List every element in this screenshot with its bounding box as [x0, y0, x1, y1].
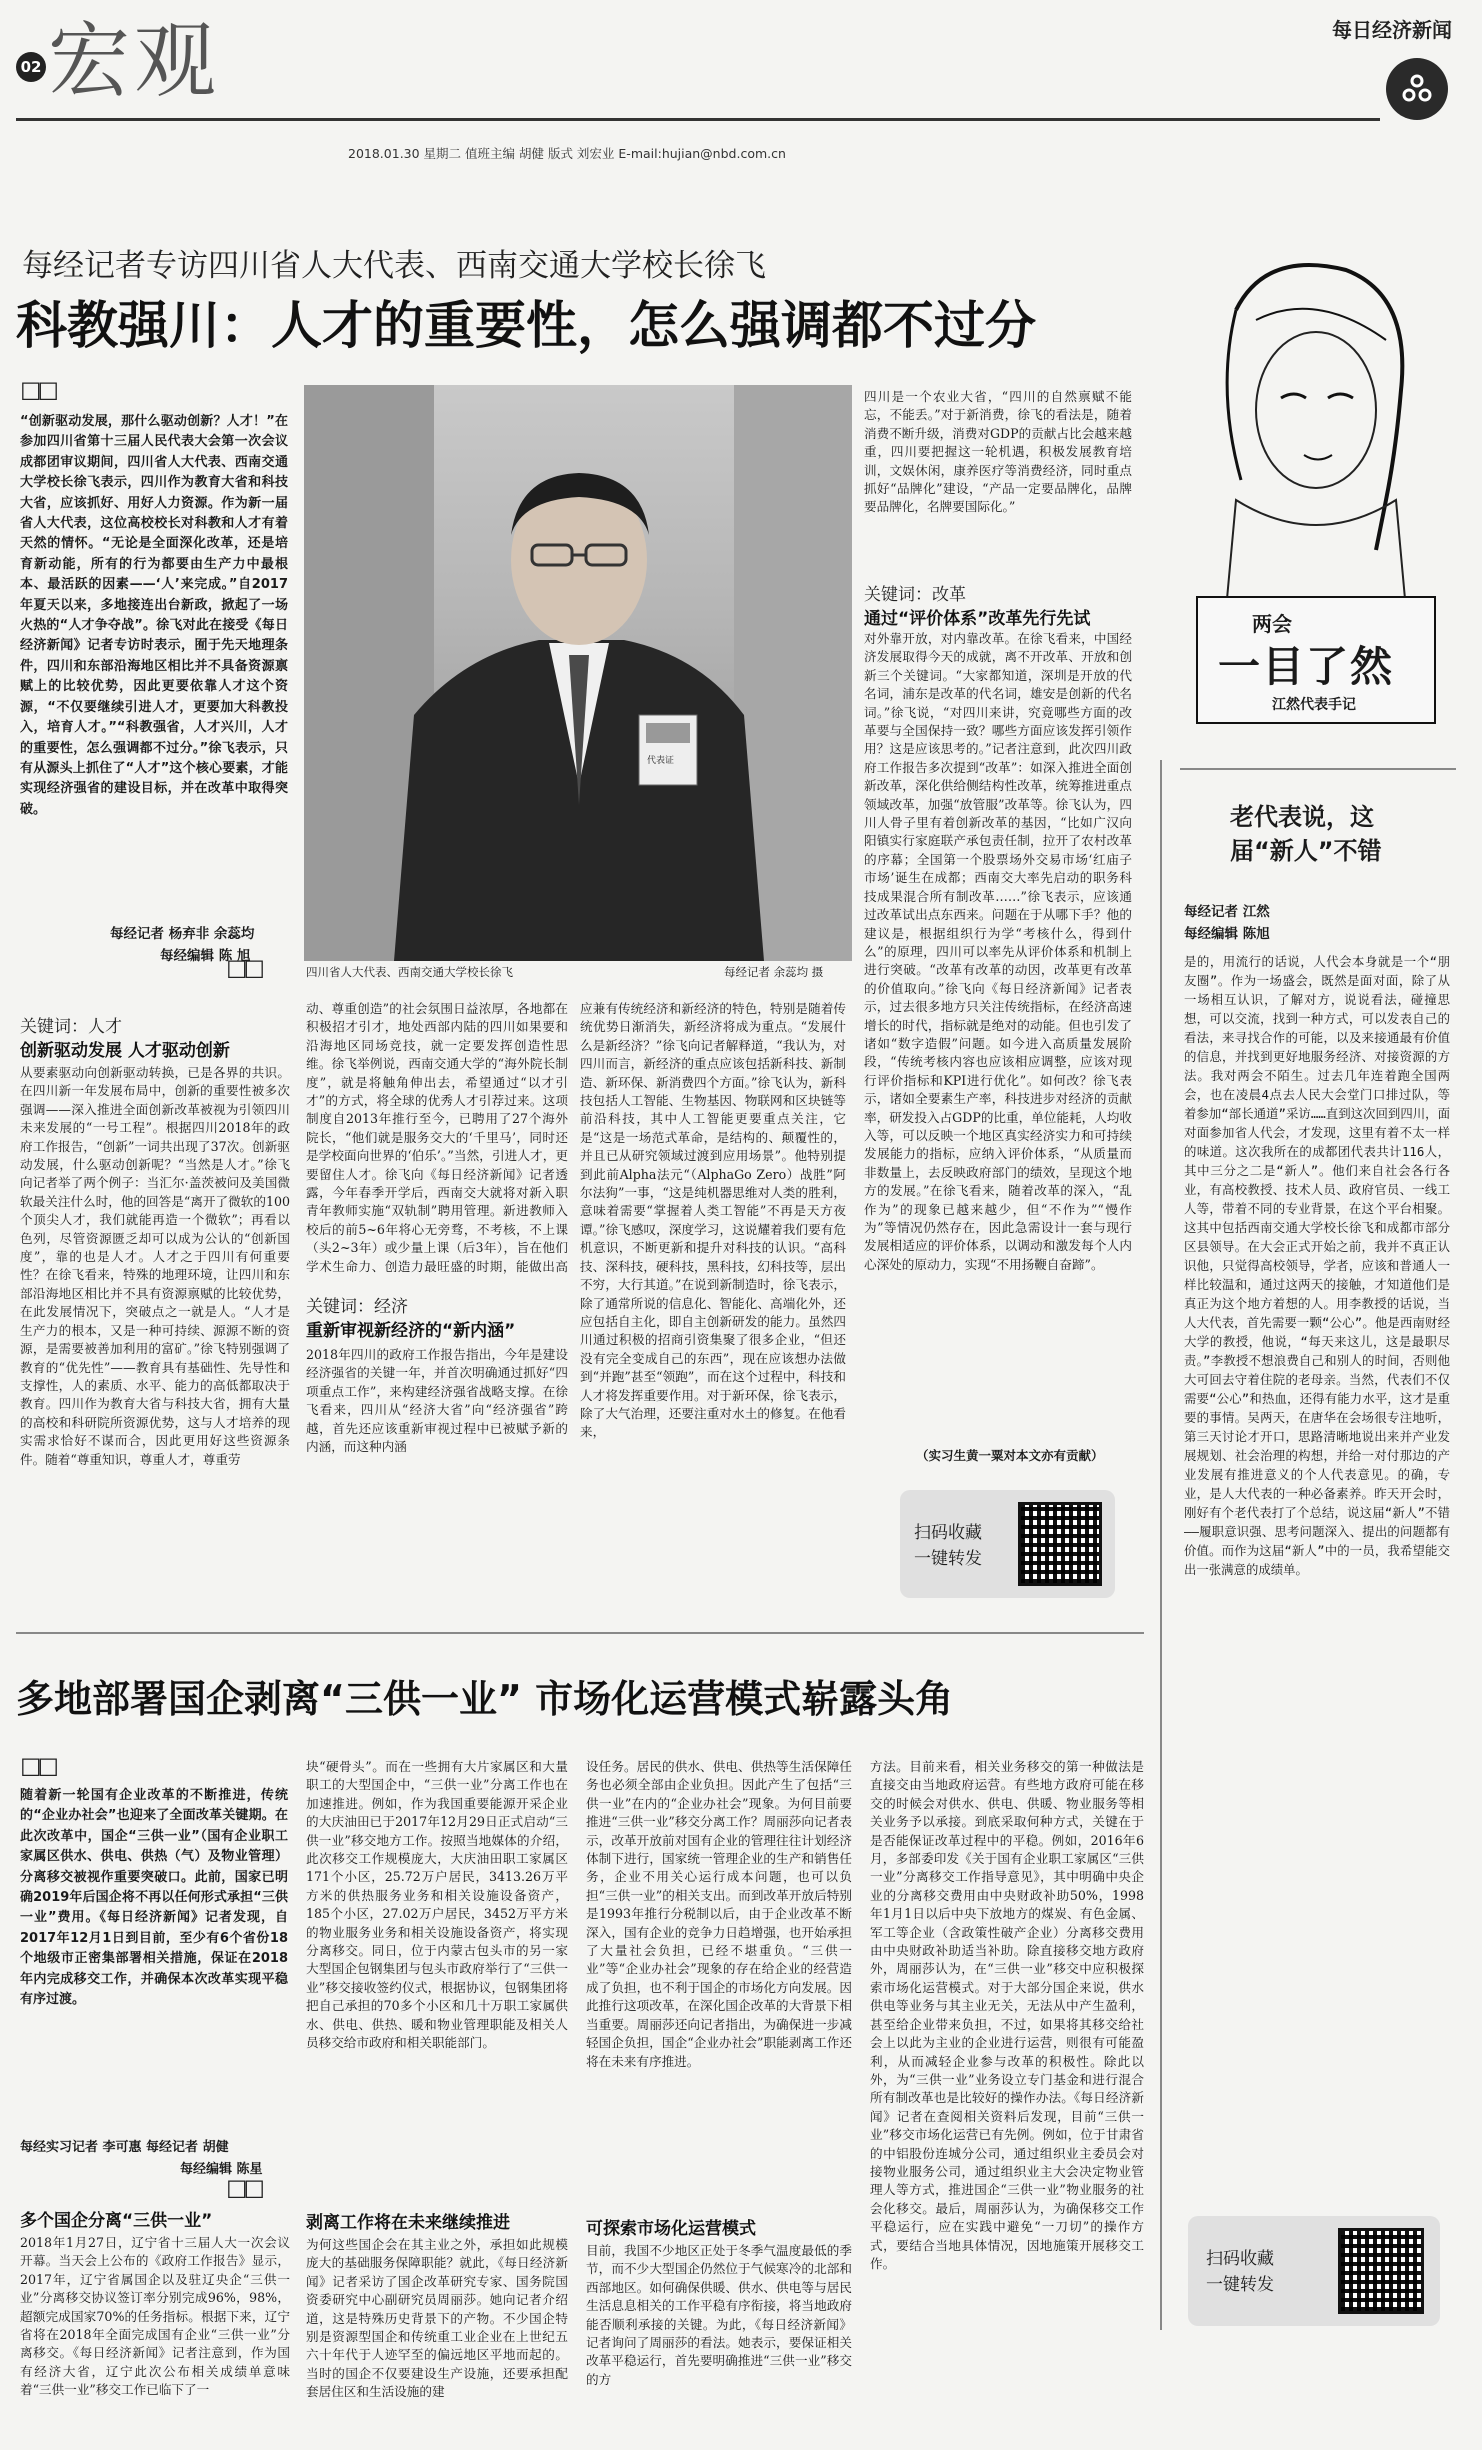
story2-byline-2: 每经编辑 陈星: [180, 2162, 263, 2177]
story1-byline-1: 每经记者 杨弃非 余蕊均: [110, 926, 255, 942]
story1-col-d2: 对外靠开放，对内靠改革。在徐飞看来，中国经济发展取得今天的成就，离不开改革、开放和创新三个关键词。“大家都知道，深圳是开放的代名词，浦东是改革的代名词，雄安是创新的代名词。”徐飞说，“对四川来讲，究竟哪些方面的改革要与全国保持一致？哪些方面应该发挥引领作用？这是应该思考的。”记者注意到，此次四川政府工作报告多次提到“改革”：如深入推进全面创新改革，深化供给侧结构性改革，统筹推进重点领域改革，加强“放管服”改革等。徐飞认为，四川人骨子里有着创新改革的基因，“比如广汉向阳镇实行家庭联产承包责任制，拉开了农村改革的序幕；全国第一个股票场外交易市场‘红庙子市场’诞生在成都；西南交大率先启动的职务科技成果混合所有制改革……”徐飞表示，应该通过改革试出点东西来。问题在于从哪下手？他的建议是，根据组织行为学“考核什么，得到什么”的原理，四川可以率先从评价体系和机制上进行突破。“改革有改革的动因，改革更有改革的价值取向。”徐飞向《每日经济新闻》记者表示，过去很多地方只关注传统指标，在经济高速增长的时代，指标就是绝对的动能。但也引发了诸如“数字造假”问题。如今进入高质量发展阶段，“传统考核内容也应该相应调整，应该对现行评价指标和KPI进行优化”。如何改？徐飞表示，诸如全要素生产率，科技进步对经济的贡献率，研发投入占GDP的比重，单位能耗，人均收入等，可以反映一个地区真实经济实力和可持续发展能力的指标，应纳入评价体系，“从质量而非数量上，去反映政府部门的绩效，呈现这个地方的发展。”在徐飞看来，随着改革的深入，“乱作为”的现象已越来越少，但“不作为”“慢作为”等情况仍然存在，因此急需设计一套与现行发展相适应的评价体系，以调动和激发每个人内心深处的原动力，实现“不用扬鞭自奋蹄”。: [864, 631, 1132, 1272]
portrait-photo: [304, 385, 852, 961]
kw-economy-label: 关键词：经济: [306, 1297, 408, 1317]
scan-label-1: 扫码收藏: [914, 1523, 982, 1543]
column-title: 一目了然: [1218, 642, 1395, 691]
photo-caption: 四川省人大代表、西南交通大学校长徐飞: [306, 965, 513, 979]
story2-col-b2: 为何这些国企会在其主业之外，承担如此规模庞大的基础服务保障职能？就此，《每日经济新闻》记者采访了国企改革研究专家、国务院国资委研究中心副研究员周丽莎。她向记者介绍道，这是特殊历史背景下的产物。不少国企特别是资源型国企和传统重工业企业在上世纪五六十年代于人迹罕至的偏远地区平地而起的。当时的国企不仅要建设生产设施，还要承担配套居住区和生活设施的建: [306, 2237, 568, 2400]
story2-col-a: 2018年1月27日，辽宁省十三届人大一次会议开幕。当天会上公布的《政府工作报告》显示，2017年，辽宁省属国企以及驻辽央企“三供一业”分离移交协议签订率分别完成96%，98%，超额完成国家70%的任务指标。根据下来，辽宁省将在2018年全面完成国有企业“三供一业”分离移交。《每日经济新闻》记者注意到，作为国有经济大省，辽宁此次公布相关成绩单意味着“三供一业”移交工作已临下了一: [20, 2235, 290, 2398]
gear-icon: [1386, 58, 1448, 120]
story-divider: [16, 1632, 1144, 1634]
page-number: 02: [20, 58, 42, 76]
photo-credit: 每经记者 余蕊均 摄: [724, 965, 824, 979]
quote-end-icon: ☐☐: [226, 956, 262, 984]
sidebar-scan-label-2: 一键转发: [1206, 2275, 1274, 2295]
story1-col-b2: 2018年四川的政府工作报告指出，今年是建设经济强省的关键一年，并首次明确通过抓好“四项重点工作”，来构建经济强省战略支撑。在徐飞看来，四川从“经济大省”向“经济强省”跨越，首先还应该重新审视过程中已被赋予新的内涵，而这种内涵: [306, 1347, 568, 1455]
story1-col-a: 从要素驱动向创新驱动转换，已是各界的共识。在四川新一年发展布局中，创新的重要性被多次强调——深入推进全面创新改革被视为引领四川未来发展的“一号工程”。根据四川2018年的政府工作报告，“创新”一词共出现了37次。创新驱动发展，什么驱动创新呢？“当然是人才。”徐飞向记者举了两个例子：当汇尔·盖茨被问及美国微软最关注什么时，他的回答是“离开了微软的100个顶尖人才，我们就能再造一个微软”；再看以色列，尽管资源匮乏却可以成为公认的“创新国度”，靠的也是人才。人才之于四川有何重要性？在徐飞看来，特殊的地理环境，让四川和东部沿海地区相比并不具有资源禀赋的比较优势，在此发展情况下，突破点之一就是人。“人才是生产力的根本，又是一种可持续、源源不断的资源，是需要被善加利用的富矿。”徐飞特别强调了教育的“优先性”——教育具有基础性、先导性和支撑性，人的素质、水平、能力的高低都取决于教育。四川作为教育大省与科技大省，拥有大量的高校和科研院所资源优势，这与人才培养的现实需求恰好不谋而合，因此更用好这些资源条件。随着“尊重知识，尊重人才，尊重劳: [20, 1065, 290, 1467]
sidebar-body: 是的，用流行的话说，人代会本身就是一个“朋友圈”。作为一场盛会，既然是面对面，除了从一场相互认识，了解对方，说说看法，碰撞思想，可以交流，找到一种方式，可以发表自己的看法，来寻找合作的可能，以及来接通最有价值的信息，并找到更好地服务经济、对接资源的方法。我对两会不陌生。过去几年连着跑全国两会，也在凌晨4点去人民大会堂门口排过队，等着参加“部长通道”采访……直到这次回到四川，面对面参加省人代会，才发现，这里有着不太一样的味道。这次我所在的成都团代表共计116人，其中三分之二是“新人”。他们来自社会各行各业，有高校教授、技术人员、政府官员、一线工人等，带着不同的专业背景，在这个平台相聚。这其中包括西南交通大学校长徐飞和成都市部分区县领导。在大会正式开始之前，我并不真正认识他，只觉得高校领导，学者，应该和普通人一样比较温和，通过这两天的接触，才知道他们是真正为这个地方着想的人。用李教授的话说，当人大代表，首先需要一颗“公心”。他是西南财经大学的教授，他说，“每天来这儿，这是最职尽责。”李教授不想浪费自己和别人的时间，否则他大可回去守着住院的老母亲。当然，代表们不仅需要“公心”和热血，还得有能力水平，这才是重要的事情。吴两天，在唐华在会场很专注地听，第三天讨论才开口，思路清晰地说出来并产业发展规划、社会治理的构想，并给一对付那边的产业发展有推进意义的个人代表意见。的确，专业，是人大代表的一种必备素养。昨天开会时，刚好有个老代表打了个总结，说这届“新人”不错——履职意识强、思考问题深入、提出的问题都有价值。而作为这届“新人”中的一员，我希望能交出一张满意的成绩单。: [1184, 954, 1450, 1577]
story1-headline: 科教强川：人才的重要性，怎么强调都不过分: [16, 297, 1037, 356]
sidebar-qr-code[interactable]: [1338, 2228, 1424, 2314]
sidebar-qr-share-box: [1188, 2216, 1440, 2326]
story2-headline: 多地部署国企剥离“三供一业” 市场化运营模式崭露头角: [16, 1677, 954, 1721]
sidebar-byline-1: 每经记者 江然: [1184, 904, 1270, 920]
story1-col-c: 应兼有传统经济和新经济的特色，特别是随着传统优势日渐消失，新经济将成为重点。“发展什么是新经济？”徐飞向记者解释道，“我认为，对四川而言，新经济的重点应该包括新科技、新制造、新环保、新消费四个方面。”徐飞认为，新科技包括人工智能、生物基因、物联网和区块链等前沿科技，其中人工智能更要重点关注，它是“这是一场范式革命，是结构的、颠覆性的，并且已从研究领域过渡到应用场景”。他特别提到此前Alpha法元“（AlphaGo Zero）战胜”阿尔法狗”一事，“这是纯机器思维对人类的胜利，意味着需要“掌握着人类工智能”不再是天方夜谭。”徐飞感叹，深度学习，这说耀着我们要有危机意识，不断更新和提升对科技的认识。“高科技、深科技，硬科技，黑科技，幻科技等，层出不穷，大行其道。”在说到新制造时，徐飞表示，除了通常所说的信息化、智能化、高端化外，还应包括自主化，即自主创新研发的能力。虽然四川通过积极的招商引资集聚了很多企业，“但还没有完全变成自己的东西”，现在应该想办法做到“并跑”甚至“领跑”，而在这个过程中，科技和人才将发挥重要作用。对于新环保，徐飞表示，除了大气治理，还要注重对水土的修复。在他看来，: [580, 1001, 846, 1440]
delegate-badge: 代表证: [647, 756, 675, 766]
story2-col-b: 块“硬骨头”。而在一些拥有大片家属区和大量职工的大型国企中，“三供一业”分离工作也在加速推进。例如，作为我国重要能源开采企业的大庆油田已于2017年12月29日正式启动“三供一业”移交地方工作。按照当地媒体的介绍，此次移交工作规模庞大，大庆油田职工家属区171个小区，25.72万户居民，3413.26万平方米的供热服务业务和相关设施设备资产，185个小区，27.02万户居民，3452万平方米的物业服务业务和相关设施设备资产，将实现分离移交。同日，位于内蒙古包头市的另一家大型国企包钢集团与包头市政府举行了“三供一业”移交接收签约仪式，根据协议，包钢集团将把自己承担的70多个小区和几十万职工家属供水、供电、供热、暖和物业管理职能及相关人员移交给市政府和相关职能部门。: [306, 1759, 568, 2051]
sketch-caption-box: [1196, 596, 1436, 724]
story2-kw-b: 剥离工作将在未来继续推进: [306, 2213, 510, 2233]
kw-reform-label: 关键词：改革: [864, 585, 966, 605]
story1-kicker: 每经记者专访四川省人大代表、西南交通大学校长徐飞: [22, 248, 766, 284]
story2-quote-icon: ☐☐: [20, 1754, 56, 1782]
story1-byline-2: 每经编辑 陈 旭: [160, 948, 251, 964]
story2-col-c2: 目前，我国不少地区正处于冬季气温度最低的季节，而不少大型国企仍然位于气候寒冷的北部和西部地区。如何确保供暖、供水、供电等与居民生活息息相关的工作平稳有序衔接，将当地政府能否顺利承接的关键。为此，《每日经济新闻》记者询问了周丽莎的看法。她表示，要保证相关改革平稳运行，首先要明确推进“三供一业”移交的方: [586, 2243, 852, 2387]
masthead: 每日经济新闻: [1332, 18, 1452, 42]
story1-lead: “创新驱动发展，那什么驱动创新？人才！”在参加四川省第十三届人民代表大会第一次会议成都团审议期间，四川省人大代表、西南交通大学校长徐飞表示，四川作为教育大省和科技大省，应该抓好、用好人力资源。作为新一届省人大代表，这位高校校长对科教和人才有着天然的情怀。“无论是全面深化改革，还是培育新动能，所有的行为都要由生产力中最根本、最活跃的因素——‘人’来完成。”自2017年夏天以来，多地接连出台新政，掀起了一场火热的“人才争夺战”。徐飞对此在接受《每日经济新闻》记者专访时表示，囿于先天地理条件，四川和东部沿海地区相比并不具备资源禀赋上的比较优势，因此更要依靠人才这个资源，“不仅要继续引进人才，更要加大科教投入，培育人才。”“科教强省，人才兴川，人才的重要性，怎么强调都不过分。”徐飞表示，只有从源头上抓住了“人才”这个核心要素，才能实现经济强省的建设目标，并在改革中取得突破。: [20, 414, 288, 817]
story1-contrib-note: （实习生黄一粟对本文亦有贡献）: [916, 1448, 1104, 1463]
kw-talent-title: 创新驱动发展 人才驱动创新: [20, 1041, 230, 1061]
story2-kw-a: 多个国企分离“三供一业”: [20, 2211, 213, 2231]
sidebar-byline-2: 每经编辑 陈旭: [1184, 926, 1270, 942]
header-rule: [16, 118, 1380, 121]
story2-col-d: 方法。目前来看，相关业务移交的第一种做法是直接交由当地政府运营。有些地方政府可能在移交的时候会对供水、供电、供暖、物业服务等相关业务予以承接。到底采取何种方式，关键在于是否能保证改革过程中的平稳。例如，2016年6月，多部委印发《关于国有企业职工家属区“三供一业”分离移交工作指导意见》，其中明确中央企业的分离移交费用由中央财政补助50%，1998年1月1日以后中央下放地方的煤炭、有色金属、军工等企业（含政策性破产企业）分离移交费用由中央财政补助适当补助。除直接移交地方政府外，周丽莎认为，在“三供一业”移交中应积极探索市场化运营模式。对于大部分国企来说，供水供电等业务与其主业无关，无法从中产生盈利，甚至给企业带来负担，不过，如果将其移交给社会上以此为主业的企业进行运营，则很有可能盈利，从而减轻企业参与改革的积极性。除此以外，为“三供一业”业务设立专门基金和进行混合所有制改革也是比较好的操作办法。《每日经济新闻》记者在查阅相关资料后发现，目前“三供一业”移交市场化运营已有先例。例如，位于甘肃省的中铝股份连城分公司，通过组织业主委员会对接物业服务公司，通过组织业主大会决定物业管理人等方式，推进国企“三供一业”物业服务的社会化移交。最后，周丽莎认为，为确保移交工作平稳运行，应在实践中避免“一刀切”的操作方式，要结合当地具体情况，因地施策开展移交工作。: [870, 1759, 1144, 2271]
sidebar-top-rule: [1180, 768, 1456, 770]
kw-talent-label: 关键词：人才: [20, 1017, 122, 1037]
column-subtitle: 江然代表手记: [1272, 697, 1356, 713]
story2-byline-1: 每经实习记者 李可惠 每经记者 胡健: [20, 2140, 229, 2155]
story2-col-c: 设任务。居民的供水、供电、供热等生活保障任务也必须全部由企业负担。因此产生了包括“三供一业”在内的“企业办社会”现象。为何目前要推进“三供一业”移交分离工作？周丽莎向记者表示，改革开放前对国有企业的管理往往计划经济体制下进行，国家统一管理企业的生产和销售任务，企业不用关心运行成本问题，也可以负担“三供一业”的相关支出。而到改革开放后特别是1993年推行分税制以后，由于企业改革不断深入，国有企业的竞争力日趋增强，也开始承担了大量社会负担，已经不堪重负。“三供一业”等“企业办社会”现象的存在给企业的经营造成了负担，也不利于国企的市场化方向发展。因此推行这项改革，在深化国企改革的大背景下相当重要。周丽莎还向记者指出，为确保进一步减轻国企负担，国企“企业办社会”职能剥离工作还将在未来有序推进。: [586, 1759, 852, 2069]
section-title: 宏观: [48, 14, 221, 109]
sidebar-left-rule: [1160, 760, 1162, 2330]
story1-col-d1: 四川是一个农业大省，“四川的自然禀赋不能忘，不能丢。”对于新消费，徐飞的看法是，随着消费不断升级，消费对GDP的贡献占比会越来越重，四川要把握这一轮机遇，积极发展教育培训，文娱休闲，康养医疗等消费经济，同时重点抓好“品牌化”建设，“产品一定要品牌化，品牌要品牌化，名牌要国际化。”: [864, 389, 1132, 515]
quote-icon: ☐☐: [20, 378, 56, 406]
sidebar-headline: 老代表说，这届“新人”不错: [1230, 803, 1382, 865]
event-tag: 两会: [1252, 612, 1292, 636]
story2-kw-c: 可探索市场化运营模式: [586, 2219, 756, 2239]
qr-code[interactable]: [1018, 1502, 1102, 1586]
page-number-badge: [16, 52, 46, 82]
story2-lead: 随着新一轮国有企业改革的不断推进，传统的“企业办社会”也迎来了全面改革关键期。在此次改革中，国企“三供一业”（国有企业职工家属区供水、供电、供热（气）及物业管理）分离移交被视作重要突破口。此前，国家已明确2019年后国企将不再以任何形式承担“三供一业”费用。《每日经济新闻》记者发现，自2017年12月1日到目前，至少有6个省份18个地级市正密集部署相关措施，保证在2018年内完成移交工作，并确保本次改革实现平稳有序过渡。: [20, 1788, 288, 2008]
kw-reform-title: 通过“评价体系”改革先行先试: [864, 609, 1091, 629]
scan-label-2: 一键转发: [914, 1549, 982, 1569]
story1-col-b: 动、尊重创造”的社会氛围日益浓厚，各地都在积极招才引才，地处西部内陆的四川如果要和沿海地区同场竞技，就一定要发挥创造性思维。徐飞举例说，西南交通大学的“海外院长制度”，就是将触角伸出去，希望通过“以才引才”的方式，将全球的优秀人才引荐过来。这项制度自2013年推行至今，已聘用了27个海外院长，“他们就是服务交大的‘千里马’，同时还是学校面向世界的‘伯乐’。”当然，引进人才，更要留住人才。徐飞向《每日经济新闻》记者透露，今年春季开学后，西南交大就将对新入职青年教师实施“双轨制”聘用管理。新进教师入校后的前5~6年将心无旁骛，不考核，不上课（头2~3年）或少量上课（后3年），旨在他们学术生命力、创造力最旺盛的时期，能做出高: [306, 1001, 568, 1274]
meta-line: 2018.01.30 星期二 值班主编 胡健 版式 刘宏业 E-mail:hujian@nbd.com.cn: [348, 146, 786, 161]
story2-quote-end-icon: ☐☐: [226, 2176, 262, 2204]
kw-economy-title: 重新审视新经济的“新内涵”: [306, 1321, 516, 1341]
sidebar-scan-label-1: 扫码收藏: [1206, 2249, 1274, 2269]
qr-share-box: [900, 1490, 1115, 1598]
